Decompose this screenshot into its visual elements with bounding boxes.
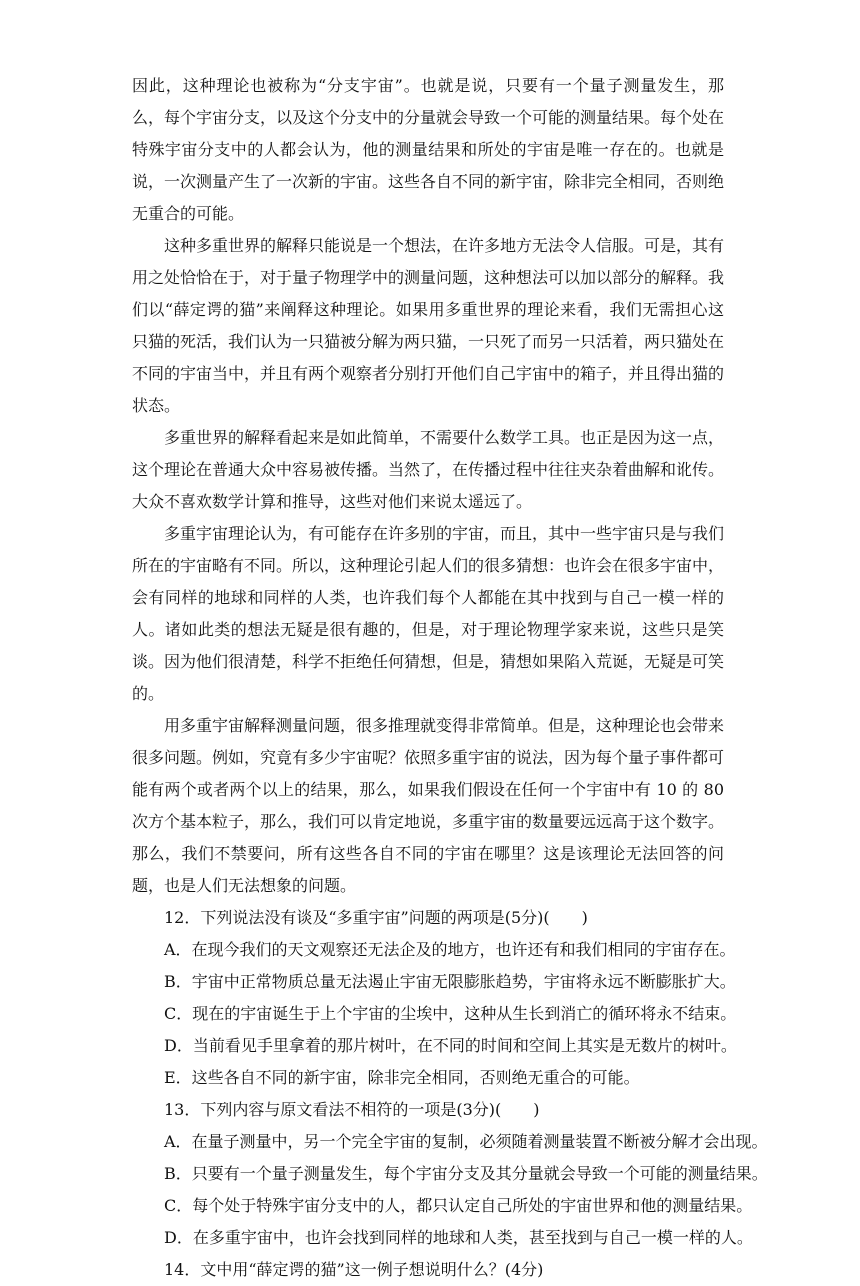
question-13-option-b: B．只要有一个量子测量发生，每个宇宙分支及其分量就会导致一个可能的测量结果。 bbox=[164, 1164, 768, 1183]
question-12-stem: 12．下列说法没有谈及“多重宇宙”问题的两项是(5分)( ) bbox=[164, 908, 588, 927]
paragraph-4: 多重宇宙理论认为，有可能存在许多别的宇宙，而且，其中一些宇宙只是与我们所在的宇宙略有不同。所以，这种理论引起人们的很多猜想：也许会在很多宇宙中，会有同样的地球和同样的人类，也许我们每个人都能在其中找到与自己一模一样的人。诸如此类的想法无疑是很有趣的，但是，对于理论物理学家来说，这些只是笑谈。因为他们很清楚，科学不拒绝任何猜想，但是，猜想如果陷入荒诞，无疑是可笑的。 bbox=[132, 524, 725, 703]
question-13-stem: 13．下列内容与原文看法不相符的一项是(3分)( ) bbox=[164, 1100, 540, 1119]
paragraph-5: 用多重宇宙解释测量问题，很多推理就变得非常简单。但是，这种理论也会带来很多问题。例如，究竟有多少宇宙呢？依照多重宇宙的说法，因为每个量子事件都可能有两个或者两个以上的结果，那么，如果我们假设在任何一个宇宙中有 10 的 80 次方个基本粒子，那么，我们可以肯定地说，多重宇宙的数量要远远高于这个数字。那么，我们不禁要问，所有这些各自不同的宇宙在哪里？这是该理论无法回答的问题，也是人们无法想象的问题。 bbox=[132, 716, 725, 895]
question-13-option-c: C．每个处于特殊宇宙分支中的人，都只认定自己所处的宇宙世界和他的测量结果。 bbox=[164, 1196, 753, 1215]
question-12-option-d: D．当前看见手里拿着的那片树叶，在不同的时间和空间上其实是无数片的树叶。 bbox=[164, 1036, 737, 1055]
document-body bbox=[132, 70, 768, 1286]
question-14 bbox=[132, 1254, 724, 1286]
question-12-option-c: C．现在的宇宙诞生于上个宇宙的尘埃中，这种从生长到消亡的循环将永不结束。 bbox=[164, 1004, 737, 1023]
paragraph-1: 因此，这种理论也被称为“分支宇宙”。也就是说，只要有一个量子测量发生，那么，每个宇宙分支，以及这个分支中的分量就会导致一个可能的测量结果。每个处在特殊宇宙分支中的人都会认为，他的测量结果和所处的宇宙是唯一存在的。也就是说，一次测量产生了一次新的宇宙。这些各自不同的新宇宙，除非完全相同，否则绝无重合的可能。 bbox=[132, 76, 725, 223]
question-12-option-b: B．宇宙中正常物质总量无法遏止宇宙无限膨胀趋势，宇宙将永远不断膨胀扩大。 bbox=[164, 972, 736, 991]
question-12 bbox=[132, 902, 737, 1094]
question-12-option-e: E．这些各自不同的新宇宙，除非完全相同，否则绝无重合的可能。 bbox=[164, 1068, 640, 1087]
paragraph-3: 多重世界的解释看起来是如此简单，不需要什么数学工具。也正是因为这一点，这个理论在普通大众中容易被传播。当然了，在传播过程中往往夹杂着曲解和讹传。大众不喜欢数学计算和推导，这些对他们来说太遥远了。 bbox=[132, 428, 725, 511]
paragraph-2: 这种多重世界的解释只能说是一个想法，在许多地方无法令人信服。可是，其有用之处恰恰在于，对于量子物理学中的测量问题，这种想法可以加以部分的解释。我们以“薛定谔的猫”来阐释这种理论。如果用多重世界的理论来看，我们无需担心这只猫的死活，我们认为一只猫被分解为两只猫，一只死了而另一只活着，两只猫处在不同的宇宙当中，并且有两个观察者分别打开他们自己宇宙中的箱子，并且得出猫的状态。 bbox=[132, 236, 725, 415]
question-13-option-d: D．在多重宇宙中，也许会找到同样的地球和人类，甚至找到与自己一模一样的人。 bbox=[164, 1228, 753, 1247]
question-14-stem: 14．文中用“薛定谔的猫”这一例子想说明什么？(4分) bbox=[164, 1260, 544, 1279]
question-13-option-a: A．在量子测量中，另一个完全宇宙的复制，必须随着测量装置不断被分解才会出现。 bbox=[164, 1132, 768, 1151]
question-13 bbox=[132, 1094, 768, 1254]
question-12-option-a: A．在现今我们的天文观察还无法企及的地方，也许还有和我们相同的宇宙存在。 bbox=[164, 940, 736, 959]
